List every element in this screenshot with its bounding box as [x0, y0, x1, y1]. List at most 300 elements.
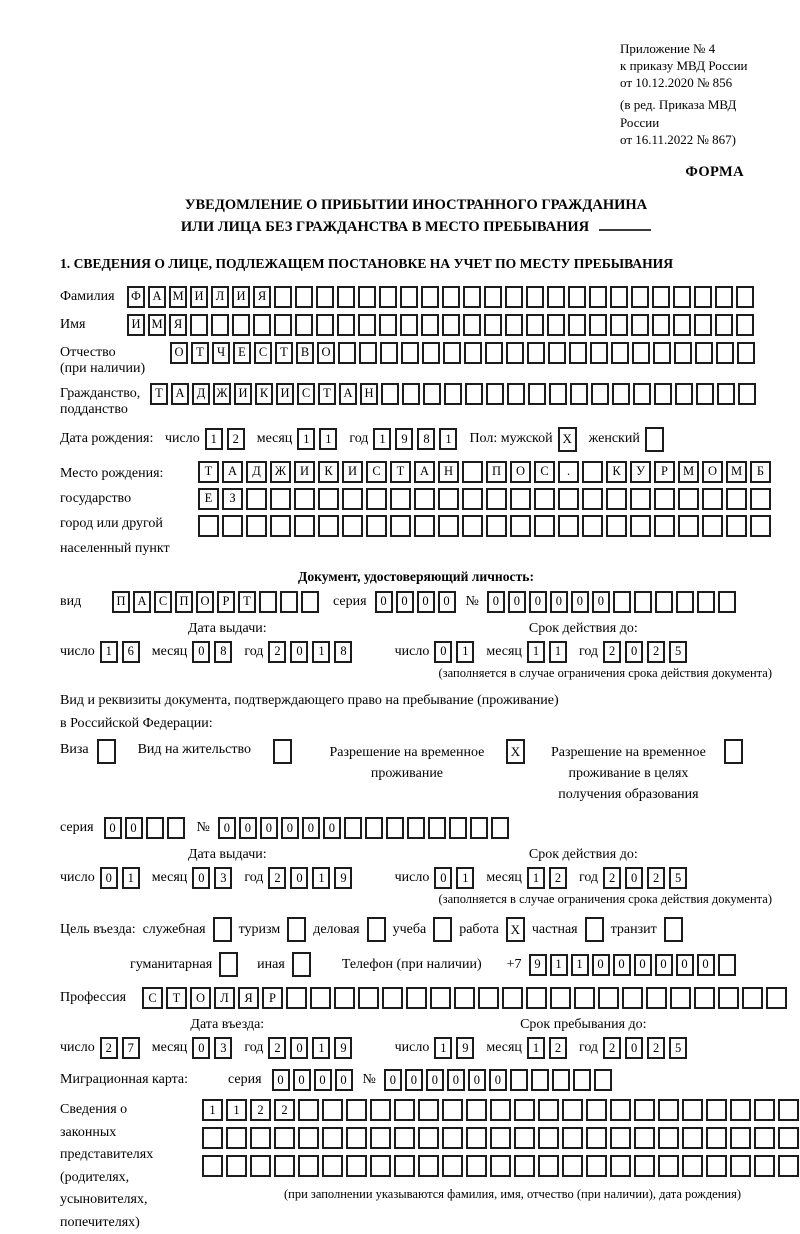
form-cell[interactable]: И: [294, 461, 315, 483]
form-cell[interactable]: [202, 1155, 223, 1177]
form-cell[interactable]: [715, 286, 733, 308]
form-cell[interactable]: 0: [592, 954, 610, 976]
form-cell[interactable]: О: [196, 591, 214, 613]
form-cell[interactable]: 1: [100, 641, 118, 663]
form-cell[interactable]: О: [510, 461, 531, 483]
form-cell[interactable]: 2: [647, 641, 665, 663]
form-cell[interactable]: [582, 488, 603, 510]
form-cell[interactable]: [270, 515, 291, 537]
form-cell[interactable]: [463, 286, 481, 308]
form-cell[interactable]: Т: [191, 342, 209, 364]
form-cell[interactable]: [547, 314, 565, 336]
form-cell[interactable]: [506, 342, 524, 364]
form-cell[interactable]: Ж: [270, 461, 291, 483]
form-cell[interactable]: Т: [275, 342, 293, 364]
form-cell[interactable]: [676, 591, 694, 613]
form-cell[interactable]: [334, 987, 355, 1009]
form-cell[interactable]: [634, 591, 652, 613]
purpose-transit-checkbox[interactable]: [664, 917, 683, 942]
form-cell[interactable]: [250, 1127, 271, 1149]
form-cell[interactable]: [490, 1155, 511, 1177]
form-cell[interactable]: [706, 1127, 727, 1149]
form-cell[interactable]: [358, 987, 379, 1009]
form-cell[interactable]: [514, 1155, 535, 1177]
form-cell[interactable]: [694, 314, 712, 336]
form-cell[interactable]: [696, 383, 714, 405]
form-cell[interactable]: [386, 817, 404, 839]
form-cell[interactable]: 6: [122, 641, 140, 663]
form-cell[interactable]: [694, 987, 715, 1009]
form-cell[interactable]: 2: [647, 867, 665, 889]
form-cell[interactable]: [538, 1099, 559, 1121]
form-cell[interactable]: 0: [426, 1069, 444, 1091]
form-cell[interactable]: [654, 515, 675, 537]
form-cell[interactable]: А: [339, 383, 357, 405]
form-cell[interactable]: [606, 515, 627, 537]
form-cell[interactable]: [342, 515, 363, 537]
form-cell[interactable]: 1: [456, 641, 474, 663]
form-cell[interactable]: [402, 383, 420, 405]
form-cell[interactable]: [274, 1127, 295, 1149]
option-visa-checkbox[interactable]: [97, 739, 116, 764]
form-cell[interactable]: [298, 1099, 319, 1121]
form-cell[interactable]: [590, 342, 608, 364]
form-cell[interactable]: И: [342, 461, 363, 483]
form-cell[interactable]: [316, 314, 334, 336]
form-cell[interactable]: [526, 987, 547, 1009]
form-cell[interactable]: 0: [508, 591, 526, 613]
form-cell[interactable]: О: [190, 987, 211, 1009]
form-cell[interactable]: [610, 1099, 631, 1121]
form-cell[interactable]: [190, 314, 208, 336]
form-cell[interactable]: [694, 286, 712, 308]
form-cell[interactable]: 0: [281, 817, 299, 839]
form-cell[interactable]: [421, 314, 439, 336]
form-cell[interactable]: [507, 383, 525, 405]
form-cell[interactable]: 0: [489, 1069, 507, 1091]
form-cell[interactable]: [442, 1127, 463, 1149]
form-cell[interactable]: Т: [150, 383, 168, 405]
form-cell[interactable]: 0: [613, 954, 631, 976]
form-cell[interactable]: 0: [384, 1069, 402, 1091]
form-cell[interactable]: 0: [335, 1069, 353, 1091]
form-cell[interactable]: Я: [253, 286, 271, 308]
form-cell[interactable]: 2: [603, 867, 621, 889]
form-cell[interactable]: [730, 1099, 751, 1121]
form-cell[interactable]: [573, 1069, 591, 1091]
form-cell[interactable]: [582, 515, 603, 537]
form-cell[interactable]: [418, 1099, 439, 1121]
form-cell[interactable]: [633, 383, 651, 405]
form-cell[interactable]: 0: [550, 591, 568, 613]
form-cell[interactable]: 0: [625, 867, 643, 889]
form-cell[interactable]: [358, 286, 376, 308]
form-cell[interactable]: 0: [676, 954, 694, 976]
form-cell[interactable]: [346, 1099, 367, 1121]
form-cell[interactable]: [631, 314, 649, 336]
form-cell[interactable]: [310, 987, 331, 1009]
form-cell[interactable]: 0: [571, 591, 589, 613]
form-cell[interactable]: [486, 488, 507, 510]
form-cell[interactable]: И: [276, 383, 294, 405]
form-cell[interactable]: 0: [434, 641, 452, 663]
form-cell[interactable]: А: [171, 383, 189, 405]
form-cell[interactable]: [750, 488, 771, 510]
purpose-work-checkbox[interactable]: X: [506, 917, 525, 942]
form-cell[interactable]: .: [558, 461, 579, 483]
form-cell[interactable]: [726, 488, 747, 510]
form-cell[interactable]: [742, 987, 763, 1009]
form-cell[interactable]: [322, 1127, 343, 1149]
form-cell[interactable]: А: [133, 591, 151, 613]
form-cell[interactable]: [301, 591, 319, 613]
form-cell[interactable]: О: [702, 461, 723, 483]
form-cell[interactable]: И: [127, 314, 145, 336]
form-cell[interactable]: Н: [438, 461, 459, 483]
form-cell[interactable]: [678, 488, 699, 510]
form-cell[interactable]: 9: [395, 428, 413, 450]
form-cell[interactable]: [454, 987, 475, 1009]
form-cell[interactable]: [226, 1155, 247, 1177]
form-cell[interactable]: 5: [669, 1037, 687, 1059]
form-cell[interactable]: [462, 488, 483, 510]
form-cell[interactable]: [568, 286, 586, 308]
form-cell[interactable]: [366, 488, 387, 510]
form-cell[interactable]: [421, 286, 439, 308]
form-cell[interactable]: 1: [434, 1037, 452, 1059]
form-cell[interactable]: [390, 488, 411, 510]
form-cell[interactable]: 2: [100, 1037, 118, 1059]
form-cell[interactable]: [202, 1127, 223, 1149]
form-cell[interactable]: [366, 515, 387, 537]
form-cell[interactable]: 0: [302, 817, 320, 839]
form-cell[interactable]: Ч: [212, 342, 230, 364]
form-cell[interactable]: 1: [571, 954, 589, 976]
form-cell[interactable]: Т: [198, 461, 219, 483]
form-cell[interactable]: [630, 515, 651, 537]
form-cell[interactable]: [286, 987, 307, 1009]
form-cell[interactable]: 3: [214, 867, 232, 889]
form-cell[interactable]: [478, 987, 499, 1009]
form-cell[interactable]: [462, 515, 483, 537]
form-cell[interactable]: 8: [214, 641, 232, 663]
form-cell[interactable]: [610, 286, 628, 308]
form-cell[interactable]: [274, 286, 292, 308]
form-cell[interactable]: [226, 1127, 247, 1149]
form-cell[interactable]: [418, 1155, 439, 1177]
form-cell[interactable]: [484, 286, 502, 308]
form-cell[interactable]: 0: [272, 1069, 290, 1091]
form-cell[interactable]: [253, 314, 271, 336]
form-cell[interactable]: [678, 515, 699, 537]
form-cell[interactable]: [610, 314, 628, 336]
form-cell[interactable]: 0: [293, 1069, 311, 1091]
form-cell[interactable]: [250, 1155, 271, 1177]
form-cell[interactable]: [466, 1099, 487, 1121]
form-cell[interactable]: 2: [268, 1037, 286, 1059]
form-cell[interactable]: [613, 591, 631, 613]
form-cell[interactable]: 0: [314, 1069, 332, 1091]
form-cell[interactable]: [568, 314, 586, 336]
form-cell[interactable]: [558, 488, 579, 510]
form-cell[interactable]: [631, 286, 649, 308]
form-cell[interactable]: [510, 515, 531, 537]
form-cell[interactable]: [438, 488, 459, 510]
form-cell[interactable]: [718, 954, 736, 976]
form-cell[interactable]: [673, 286, 691, 308]
form-cell[interactable]: 1: [312, 1037, 330, 1059]
form-cell[interactable]: И: [232, 286, 250, 308]
form-cell[interactable]: [394, 1127, 415, 1149]
form-cell[interactable]: [778, 1155, 799, 1177]
form-cell[interactable]: 9: [529, 954, 547, 976]
form-cell[interactable]: [502, 987, 523, 1009]
form-cell[interactable]: 1: [122, 867, 140, 889]
form-cell[interactable]: [505, 286, 523, 308]
form-cell[interactable]: А: [222, 461, 243, 483]
form-cell[interactable]: [766, 987, 787, 1009]
form-cell[interactable]: [632, 342, 650, 364]
form-cell[interactable]: [381, 383, 399, 405]
form-cell[interactable]: [538, 1155, 559, 1177]
form-cell[interactable]: 1: [319, 428, 337, 450]
form-cell[interactable]: [738, 383, 756, 405]
form-cell[interactable]: [337, 286, 355, 308]
form-cell[interactable]: 0: [290, 1037, 308, 1059]
form-cell[interactable]: [534, 515, 555, 537]
form-cell[interactable]: [526, 314, 544, 336]
form-cell[interactable]: [652, 314, 670, 336]
form-cell[interactable]: [298, 1127, 319, 1149]
form-cell[interactable]: [634, 1127, 655, 1149]
form-cell[interactable]: [510, 1069, 528, 1091]
form-cell[interactable]: [259, 591, 277, 613]
form-cell[interactable]: [702, 515, 723, 537]
form-cell[interactable]: А: [414, 461, 435, 483]
form-cell[interactable]: [443, 342, 461, 364]
form-cell[interactable]: [589, 314, 607, 336]
form-cell[interactable]: 9: [456, 1037, 474, 1059]
form-cell[interactable]: [778, 1099, 799, 1121]
form-cell[interactable]: [658, 1127, 679, 1149]
form-cell[interactable]: 0: [396, 591, 414, 613]
form-cell[interactable]: [274, 1155, 295, 1177]
form-cell[interactable]: В: [296, 342, 314, 364]
form-cell[interactable]: [463, 314, 481, 336]
form-cell[interactable]: 2: [268, 641, 286, 663]
form-cell[interactable]: [400, 314, 418, 336]
form-cell[interactable]: 1: [226, 1099, 247, 1121]
form-cell[interactable]: [737, 342, 755, 364]
form-cell[interactable]: 9: [334, 867, 352, 889]
form-cell[interactable]: 0: [529, 591, 547, 613]
form-cell[interactable]: 1: [202, 1099, 223, 1121]
form-cell[interactable]: [582, 461, 603, 483]
form-cell[interactable]: К: [255, 383, 273, 405]
form-cell[interactable]: [464, 342, 482, 364]
form-cell[interactable]: [295, 286, 313, 308]
form-cell[interactable]: Я: [238, 987, 259, 1009]
form-cell[interactable]: [294, 515, 315, 537]
form-cell[interactable]: [358, 314, 376, 336]
form-cell[interactable]: [634, 1099, 655, 1121]
form-cell[interactable]: [490, 1099, 511, 1121]
form-cell[interactable]: [658, 1155, 679, 1177]
form-cell[interactable]: [414, 488, 435, 510]
form-cell[interactable]: [379, 286, 397, 308]
form-cell[interactable]: 2: [549, 867, 567, 889]
form-cell[interactable]: [442, 314, 460, 336]
form-cell[interactable]: [534, 488, 555, 510]
form-cell[interactable]: [653, 342, 671, 364]
form-cell[interactable]: И: [190, 286, 208, 308]
form-cell[interactable]: С: [142, 987, 163, 1009]
form-cell[interactable]: 0: [239, 817, 257, 839]
form-cell[interactable]: [418, 1127, 439, 1149]
form-cell[interactable]: М: [726, 461, 747, 483]
form-cell[interactable]: С: [254, 342, 272, 364]
form-cell[interactable]: [730, 1127, 751, 1149]
form-cell[interactable]: [430, 987, 451, 1009]
form-cell[interactable]: [552, 1069, 570, 1091]
form-cell[interactable]: [466, 1127, 487, 1149]
form-cell[interactable]: А: [148, 286, 166, 308]
form-cell[interactable]: [682, 1155, 703, 1177]
form-cell[interactable]: Н: [360, 383, 378, 405]
form-cell[interactable]: 5: [669, 867, 687, 889]
form-cell[interactable]: 0: [290, 867, 308, 889]
form-cell[interactable]: [695, 342, 713, 364]
form-cell[interactable]: [316, 286, 334, 308]
form-cell[interactable]: [702, 488, 723, 510]
form-cell[interactable]: [146, 817, 164, 839]
form-cell[interactable]: К: [606, 461, 627, 483]
form-cell[interactable]: 0: [192, 1037, 210, 1059]
form-cell[interactable]: Р: [217, 591, 235, 613]
form-cell[interactable]: [442, 1099, 463, 1121]
form-cell[interactable]: 1: [527, 1037, 545, 1059]
form-cell[interactable]: [718, 987, 739, 1009]
form-cell[interactable]: [359, 342, 377, 364]
form-cell[interactable]: [505, 314, 523, 336]
form-cell[interactable]: [528, 383, 546, 405]
form-cell[interactable]: Т: [318, 383, 336, 405]
form-cell[interactable]: П: [112, 591, 130, 613]
form-cell[interactable]: [754, 1155, 775, 1177]
form-cell[interactable]: 2: [250, 1099, 271, 1121]
form-cell[interactable]: [598, 987, 619, 1009]
form-cell[interactable]: [465, 383, 483, 405]
form-cell[interactable]: [736, 314, 754, 336]
form-cell[interactable]: С: [534, 461, 555, 483]
form-cell[interactable]: [394, 1099, 415, 1121]
form-cell[interactable]: Ф: [127, 286, 145, 308]
form-cell[interactable]: [630, 488, 651, 510]
option-residence-permit-checkbox[interactable]: [273, 739, 292, 764]
form-cell[interactable]: 7: [122, 1037, 140, 1059]
form-cell[interactable]: [370, 1155, 391, 1177]
form-cell[interactable]: 1: [527, 867, 545, 889]
form-cell[interactable]: У: [630, 461, 651, 483]
form-cell[interactable]: [717, 383, 735, 405]
form-cell[interactable]: [486, 383, 504, 405]
form-cell[interactable]: 0: [218, 817, 236, 839]
form-cell[interactable]: [736, 286, 754, 308]
form-cell[interactable]: Д: [192, 383, 210, 405]
form-cell[interactable]: [706, 1155, 727, 1177]
form-cell[interactable]: [562, 1099, 583, 1121]
form-cell[interactable]: [370, 1099, 391, 1121]
sex-male-checkbox[interactable]: X: [558, 427, 577, 452]
form-cell[interactable]: 0: [625, 1037, 643, 1059]
purpose-other-checkbox[interactable]: [292, 952, 311, 977]
form-cell[interactable]: [400, 286, 418, 308]
form-cell[interactable]: [562, 1127, 583, 1149]
form-cell[interactable]: [485, 342, 503, 364]
form-cell[interactable]: [344, 817, 362, 839]
form-cell[interactable]: 0: [487, 591, 505, 613]
form-cell[interactable]: 0: [592, 591, 610, 613]
form-cell[interactable]: [491, 817, 509, 839]
form-cell[interactable]: 1: [550, 954, 568, 976]
form-cell[interactable]: [549, 383, 567, 405]
form-cell[interactable]: [318, 515, 339, 537]
form-cell[interactable]: 2: [549, 1037, 567, 1059]
form-cell[interactable]: Д: [246, 461, 267, 483]
form-cell[interactable]: 2: [603, 641, 621, 663]
form-cell[interactable]: [574, 987, 595, 1009]
form-cell[interactable]: [270, 488, 291, 510]
form-cell[interactable]: [730, 1155, 751, 1177]
form-cell[interactable]: 0: [697, 954, 715, 976]
form-cell[interactable]: [462, 461, 483, 483]
form-cell[interactable]: [365, 817, 383, 839]
purpose-official-checkbox[interactable]: [213, 917, 232, 942]
form-cell[interactable]: 2: [647, 1037, 665, 1059]
form-cell[interactable]: [470, 817, 488, 839]
form-cell[interactable]: [548, 342, 566, 364]
form-cell[interactable]: 8: [417, 428, 435, 450]
form-cell[interactable]: [423, 383, 441, 405]
form-cell[interactable]: 1: [297, 428, 315, 450]
form-cell[interactable]: 0: [417, 591, 435, 613]
form-cell[interactable]: [750, 515, 771, 537]
form-cell[interactable]: [674, 342, 692, 364]
form-cell[interactable]: 0: [290, 641, 308, 663]
form-cell[interactable]: Е: [233, 342, 251, 364]
form-cell[interactable]: 1: [373, 428, 391, 450]
form-cell[interactable]: Т: [390, 461, 411, 483]
form-cell[interactable]: [682, 1127, 703, 1149]
form-cell[interactable]: [379, 314, 397, 336]
form-cell[interactable]: [322, 1099, 343, 1121]
form-cell[interactable]: [622, 987, 643, 1009]
form-cell[interactable]: [449, 817, 467, 839]
form-cell[interactable]: 0: [447, 1069, 465, 1091]
form-cell[interactable]: [547, 286, 565, 308]
form-cell[interactable]: [652, 286, 670, 308]
form-cell[interactable]: [550, 987, 571, 1009]
form-cell[interactable]: [490, 1127, 511, 1149]
form-cell[interactable]: [718, 591, 736, 613]
form-cell[interactable]: [612, 383, 630, 405]
form-cell[interactable]: [610, 1155, 631, 1177]
form-cell[interactable]: [634, 1155, 655, 1177]
form-cell[interactable]: 3: [214, 1037, 232, 1059]
form-cell[interactable]: [610, 1127, 631, 1149]
form-cell[interactable]: [589, 286, 607, 308]
form-cell[interactable]: З: [222, 488, 243, 510]
